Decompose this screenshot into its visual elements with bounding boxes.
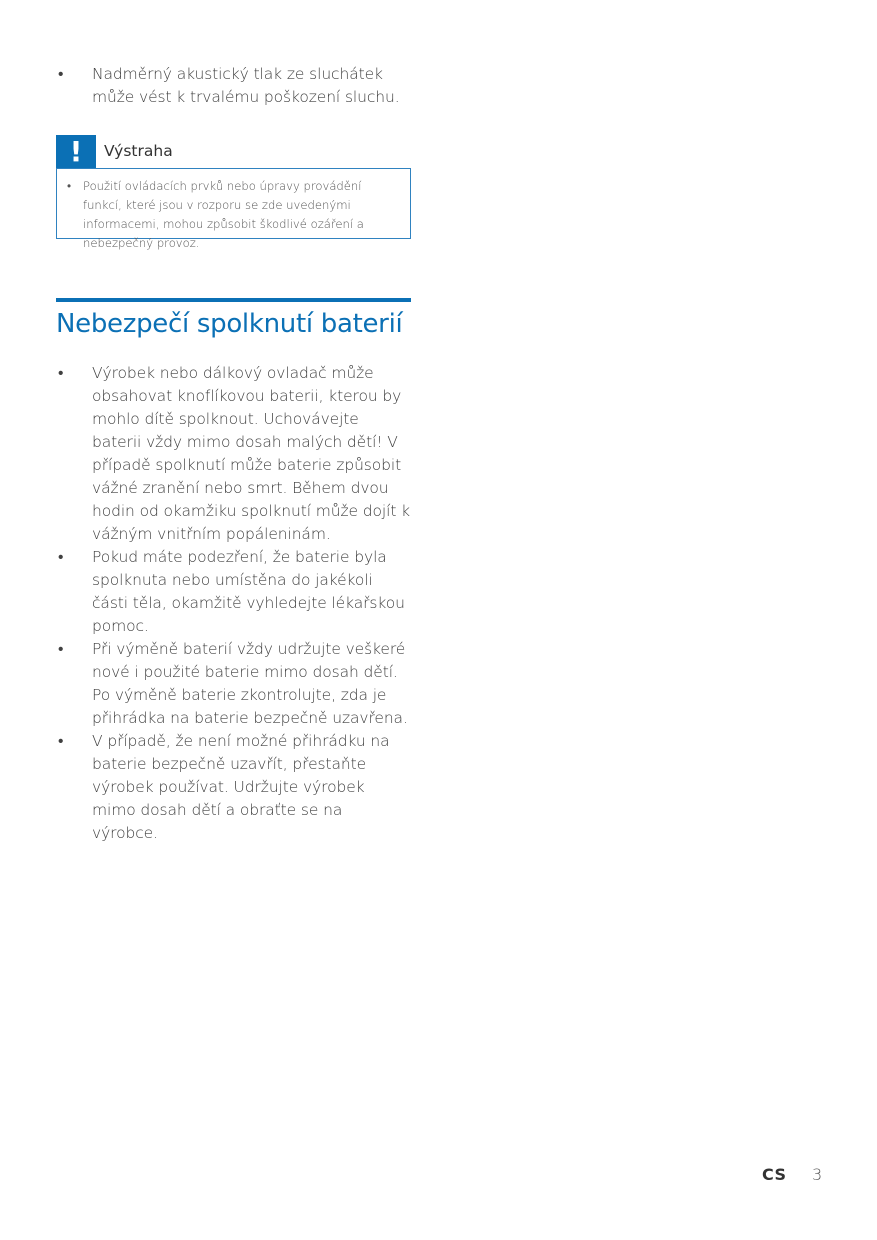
page-footer [762,1165,832,1189]
warning-box [56,135,411,250]
bullet-marker: • [58,364,64,382]
bullet-marker: • [58,548,64,566]
list-item [56,63,412,109]
list-item [56,730,412,845]
list-item [56,638,412,730]
exclamation-icon: ! [56,135,96,168]
list-item [67,177,402,253]
bullet-marker: • [67,179,72,193]
intro-section [56,63,412,109]
battery-section [56,362,412,845]
bullet-marker: • [58,65,64,83]
bullet-marker: • [58,732,64,750]
bullet-marker: • [58,640,64,658]
section-divider [56,298,411,302]
list-item-text: Nadměrný akustický tlak ze sluchátek může vést k trvalému poškození sluchu. [92,65,400,106]
section-title: Nebezpečí spolknutí baterií [56,309,403,339]
list-item [56,546,412,638]
warning-list [67,177,402,253]
language-code: CS [762,1165,787,1184]
list-item-text: V případě, že není možné přihrádku na baterie bezpečně uzavřít, přestaňte výrobek používat. Udržujte výrobek mimo dosah dětí a obraťte se na výrobce. [92,732,390,842]
warning-title: Výstraha [104,142,173,160]
warning-body [56,168,411,250]
intro-bullet-list [56,63,412,109]
list-item-text: Při výměně baterií vždy udržujte veškeré nové i použité baterie mimo dosah dětí. Po výměně baterie zkontrolujte, zda je přihrádka na baterie bezpečně uzavřena. [92,640,408,727]
page-number: 3 [812,1165,823,1184]
list-item-text: Výrobek nebo dálkový ovladač může obsahovat knoflíkovou baterii, kterou by mohlo dítě spolknout. Uchovávejte baterii vždy mimo dosah malých dětí! V případě spolknutí může baterie způsobit vážné zranění nebo smrt. Během dvou hodin od okamžiku spolknutí může dojít k vážným vnitřním popáleninám. [92,364,411,543]
warning-header [56,135,411,168]
battery-bullet-list [56,362,412,845]
list-item-text: Použití ovládacích prvků nebo úpravy provádění funkcí, které jsou v rozporu se zde uvedenými informacemi, mohou způsobit škodlivé ozáření a nebezpečný provoz. [83,179,364,250]
list-item [56,362,412,546]
list-item-text: Pokud máte podezření, že baterie byla spolknuta nebo umístěna do jakékoli části těla, okamžitě vyhledejte lékařskou pomoc. [92,548,405,635]
